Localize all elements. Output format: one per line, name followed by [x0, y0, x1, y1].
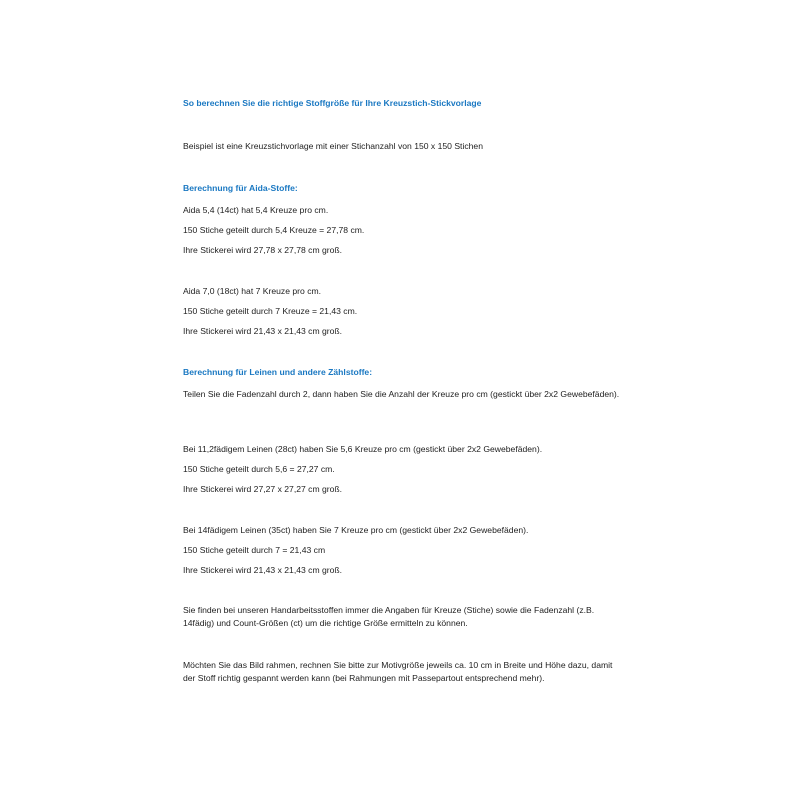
aida-example1-line3: Ihre Stickerei wird 27,78 x 27,78 cm groß. — [183, 245, 343, 255]
intro-text: Beispiel ist eine Kreuzstichvorlage mit einer Stichanzahl von 150 x 150 Stichen — [183, 141, 483, 151]
linen-example2-line1: Bei 14fädigem Leinen (35ct) haben Sie 7 Kreuze pro cm (gestickt über 2x2 Gewebefäden). — [183, 525, 529, 535]
linen-intro: Teilen Sie die Fadenzahl durch 2, dann haben Sie die Anzahl der Kreuze pro cm (gestickt über 2x2 Gewebefäden). — [183, 389, 620, 399]
aida-example2-line3: Ihre Stickerei wird 21,43 x 21,43 cm groß. — [183, 326, 343, 336]
linen-heading: Berechnung für Leinen und andere Zählstoffe: — [183, 367, 373, 377]
aida-heading: Berechnung für Aida-Stoffe: — [183, 183, 298, 193]
framing-note: Möchten Sie das Bild rahmen, rechnen Sie bitte zur Motivgröße jeweils ca. 10 cm in Breite und Höhe dazu, damit der Stoff richtig gespannt werden kann (bei Rahmungen mit Passepartout entsprechend mehr). — [183, 660, 613, 683]
linen-example2-line3: Ihre Stickerei wird 21,43 x 21,43 cm groß. — [183, 565, 343, 575]
linen-example2-line2: 150 Stiche geteilt durch 7 = 21,43 cm — [183, 545, 326, 555]
aida-example2-line2: 150 Stiche geteilt durch 7 Kreuze = 21,43 cm. — [183, 306, 358, 316]
linen-example1-line2: 150 Stiche geteilt durch 5,6 = 27,27 cm. — [183, 464, 335, 474]
linen-example1-line3: Ihre Stickerei wird 27,27 x 27,27 cm groß. — [183, 484, 343, 494]
aida-example2-line1: Aida 7,0 (18ct) hat 7 Kreuze pro cm. — [183, 286, 322, 296]
page-title: So berechnen Sie die richtige Stoffgröße für Ihre Kreuzstich-Stickvorlage — [183, 98, 482, 108]
aida-example1-line2: 150 Stiche geteilt durch 5,4 Kreuze = 27,78 cm. — [183, 225, 365, 235]
linen-example1-line1: Bei 11,2fädigem Leinen (28ct) haben Sie 5,6 Kreuze pro cm (gestickt über 2x2 Gewebefäden). — [183, 444, 543, 454]
fabric-info-note: Sie finden bei unseren Handarbeitsstoffen immer die Angaben für Kreuze (Stiche) sowie die Fadenzahl (z.B. 14fädig) und Count-Größen (ct) um die richtige Größe ermitteln zu können. — [183, 605, 595, 628]
aida-example1-line1: Aida 5,4 (14ct) hat 5,4 Kreuze pro cm. — [183, 205, 329, 215]
